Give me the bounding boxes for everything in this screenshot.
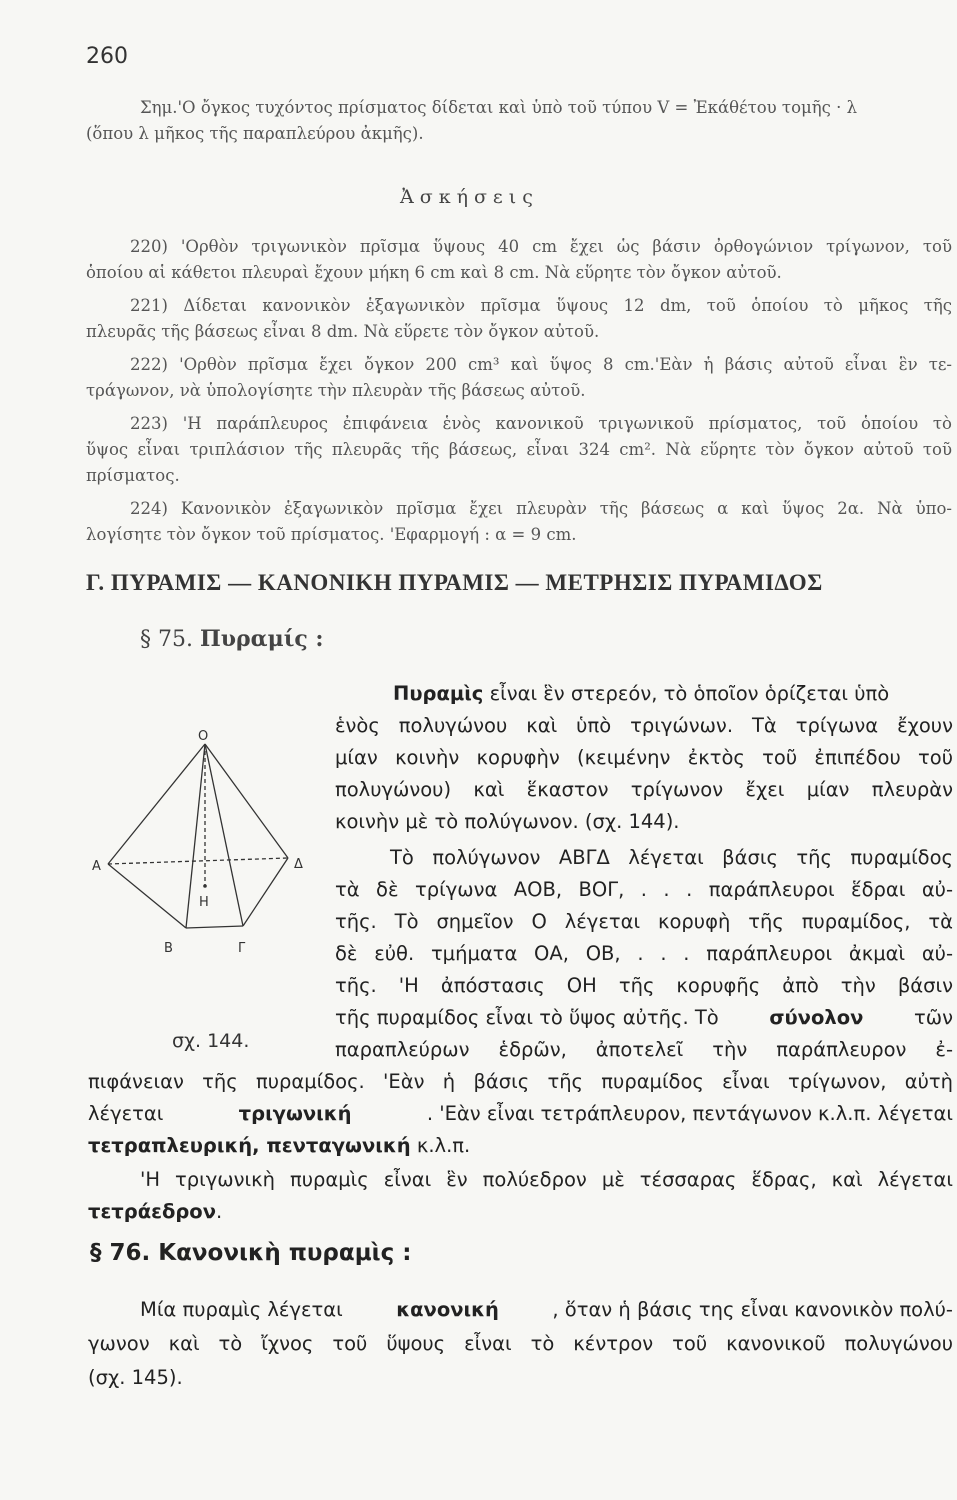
term-set: σύνολον	[769, 1006, 864, 1029]
note-line-2: (ὅπου λ μῆκος τῆς παραπλεύρου ἀκμῆς).	[86, 124, 424, 143]
pyr-line-4: πολυγώνου) καὶ ἕκαστον τρίγωνον ἔχει μίαν πλευρὰν	[335, 778, 953, 801]
pyr-line-11	[335, 1006, 953, 1029]
section-75-title: Πυραμίς :	[199, 626, 324, 652]
exercise-223-line-3: πρίσματος.	[86, 466, 180, 485]
exercise-223-line-1: 223) 'Η παράπλευρος ἐπιφάνεια ἑνὸς κανονικοῦ τριγωνικοῦ πρίσματος, τοῦ ὁποίου τὸ	[130, 414, 952, 433]
pyr-line-7: τὰ δὲ τρίγωνα ΑΟΒ, ΒΟΓ, . . . παράπλευροι ἕδραι αὐ-	[335, 878, 953, 901]
pyr-line-8: τῆς. Τὸ σημεῖον Ο λέγεται κορυφὴ τῆς πυραμίδος, τὰ	[335, 910, 953, 933]
pyr-line-11-a: τῆς πυραμίδος εἶναι τὸ ὕψος αὐτῆς. Τὸ	[335, 1006, 719, 1029]
reg-line-1	[140, 1298, 953, 1321]
exercise-221-line-1: 221) Δίδεται κανονικὸν ἑξαγωνικὸν πρῖσμα ὕψους 12 dm, τοῦ ὁποίου τὸ μῆκος τῆς	[130, 296, 952, 315]
edge-OA	[108, 744, 205, 864]
pyr-line-17	[88, 1200, 222, 1223]
note-line-1: Σημ.'Ο ὄγκος τυχόντος πρίσματος δίδεται καὶ ὑπὸ τοῦ τύπου V = Ἐκάθέτου τομῆς · λ	[140, 98, 858, 117]
pyr-line-14-a: λέγεται	[88, 1102, 164, 1125]
pyr-line-17-b: .	[216, 1200, 223, 1223]
exercise-224-line-1: 224) Κανονικὸν ἑξαγωνικὸν πρῖσμα ἔχει πλευρὰν τῆς βάσεως α καὶ ὕψος 2α. Νὰ ὑπο-	[130, 499, 952, 518]
edge-AD-hidden	[108, 858, 288, 864]
exercises-heading: Ἀσκήσεις	[400, 186, 539, 208]
pyr-line-11-b: τῶν	[914, 1006, 953, 1029]
label-B: Β	[164, 941, 173, 956]
exercise-222-line-1: 222) 'Ορθὸν πρῖσμα ἔχει ὄγκον 200 cm³ καὶ ὕψος 8 cm.'Εὰν ἡ βάσις αὐτοῦ εἶναι ἓν τε-	[130, 355, 952, 374]
pyr-line-15-b: κ.λ.π.	[416, 1134, 471, 1157]
term-triangular: τριγωνική	[238, 1102, 352, 1125]
pyr-line-14-b: . 'Εὰν εἶναι τετράπλευρον, πεντάγωνον κ.λ.π. λέγεται	[426, 1102, 953, 1125]
pyramid-figure	[88, 728, 338, 1028]
term-quad-penta: τετραπλευρική, πενταγωνική	[88, 1134, 411, 1157]
exercise-223-line-2: ὕψος εἶναι τριπλάσιον τῆς πλευρᾶς τῆς βάσεως, εἶναι 324 cm². Νὰ εὕρητε τὸν ὄγκον αὐτοῦ τοῦ	[86, 440, 952, 459]
edge-GD	[243, 858, 288, 926]
reg-line-1-b: , ὅταν ἡ βάσις της εἶναι κανονικὸν πολύ-	[552, 1298, 953, 1321]
reg-line-3: (σχ. 145).	[88, 1366, 183, 1389]
section-75-heading	[140, 626, 324, 652]
section-76-heading: § 76. Κανονικὴ πυραμὶς :	[90, 1240, 412, 1266]
section-heading: Γ. ΠΥΡΑΜΙΣ — ΚΑΝΟΝΙΚΗ ΠΥΡΑΜΙΣ — ΜΕΤΡΗΣΙΣ ΠΥΡΑΜΙΔΟΣ	[86, 570, 823, 595]
pyr-line-15	[88, 1134, 470, 1157]
pyr-line-10: τῆς. 'Η ἀπόστασις ΟΗ τῆς κορυφῆς ἀπὸ τὴν βάσιν	[335, 974, 953, 997]
pyr-line-16: 'Η τριγωνικὴ πυραμὶς εἶναι ἓν πολύεδρον μὲ τέσσαρας ἕδρας, καὶ λέγεται	[140, 1168, 953, 1191]
edge-BG	[186, 926, 243, 928]
pyr-line-2: ἑνὸς πολυγώνου καὶ ὑπὸ τριγώνων. Τὰ τρίγωνα ἔχουν	[335, 714, 953, 737]
label-O: Ο	[198, 729, 209, 744]
figure-caption: σχ. 144.	[172, 1030, 250, 1052]
edge-AB	[108, 864, 186, 928]
pyr-line-6: Τὸ πολύγωνον ΑΒΓΔ λέγεται βάσις τῆς πυραμίδος	[390, 846, 953, 869]
pyr-line-5: κοινὴν μὲ τὸ πολύγωνον. (σχ. 144).	[335, 810, 680, 833]
term-tetrahedron: τετράεδρον	[88, 1200, 216, 1223]
label-H: Η	[199, 895, 209, 910]
reg-line-1-a: Μία πυραμὶς λέγεται	[140, 1298, 343, 1321]
exercise-220-line-1: 220) 'Ορθὸν τριγωνικὸν πρῖσμα ὕψους 40 cm ἔχει ὡς βάσιν ὀρθογώνιον τρίγωνον, τοῦ	[130, 237, 952, 256]
exercise-221-line-2: πλευρᾶς τῆς βάσεως εἶναι 8 dm. Νὰ εὕρετε τὸν ὄγκον αὐτοῦ.	[86, 322, 600, 341]
pyr-line-3: μίαν κοινὴν κορυφὴν (κειμένην ἐκτὸς τοῦ ἐπιπέδου τοῦ	[335, 746, 953, 769]
exercise-220-line-2: ὁποίου αἱ κάθετοι πλευραὶ ἔχουν μήκη 6 cm καὶ 8 cm. Νὰ εὕρητε τὸν ὄγκον αὐτοῦ.	[86, 263, 782, 282]
exercise-224-line-2: λογίσητε τὸν ὄγκον τοῦ πρίσματος. 'Εφαρμογή : α = 9 cm.	[86, 525, 577, 544]
label-G: Γ	[238, 941, 246, 956]
term-pyramid: Πυραμὶς	[393, 682, 484, 705]
point-H	[203, 884, 207, 888]
page-number: 260	[86, 44, 128, 69]
reg-line-2: γωνον καὶ τὸ ἴχνος τοῦ ὕψους εἶναι τὸ κέντρον τοῦ κανονικοῦ πολυγώνου	[88, 1332, 953, 1355]
pyr-line-14	[88, 1102, 953, 1125]
pyr-line-1	[393, 682, 889, 705]
exercise-222-line-2: τράγωνον, νὰ ὑπολογίσητε τὴν πλευρὰν τῆς βάσεως αὐτοῦ.	[86, 381, 586, 400]
edge-OG	[205, 744, 243, 926]
pyr-line-1-text: εἶναι ἓν στερεόν, τὸ ὁποῖον ὁρίζεται ὑπὸ	[489, 682, 890, 705]
pyr-line-12: παραπλεύρων ἑδρῶν, ἀποτελεῖ τὴν παράπλευρον ἐ-	[335, 1038, 953, 1061]
label-D: Δ	[294, 857, 303, 872]
pyr-line-9: δὲ εὐθ. τμήματα ΟΑ, ΟΒ, . . . παράπλευροι ἀκμαὶ αὐ-	[335, 942, 953, 965]
label-A: Α	[92, 859, 101, 874]
pyr-line-13: πιφάνειαν τῆς πυραμίδος. 'Εὰν ἡ βάσις τῆς πυραμίδος εἶναι τρίγωνον, αὐτὴ	[88, 1070, 953, 1093]
section-75-number: § 75.	[140, 627, 193, 652]
term-regular: κανονική	[396, 1298, 499, 1321]
